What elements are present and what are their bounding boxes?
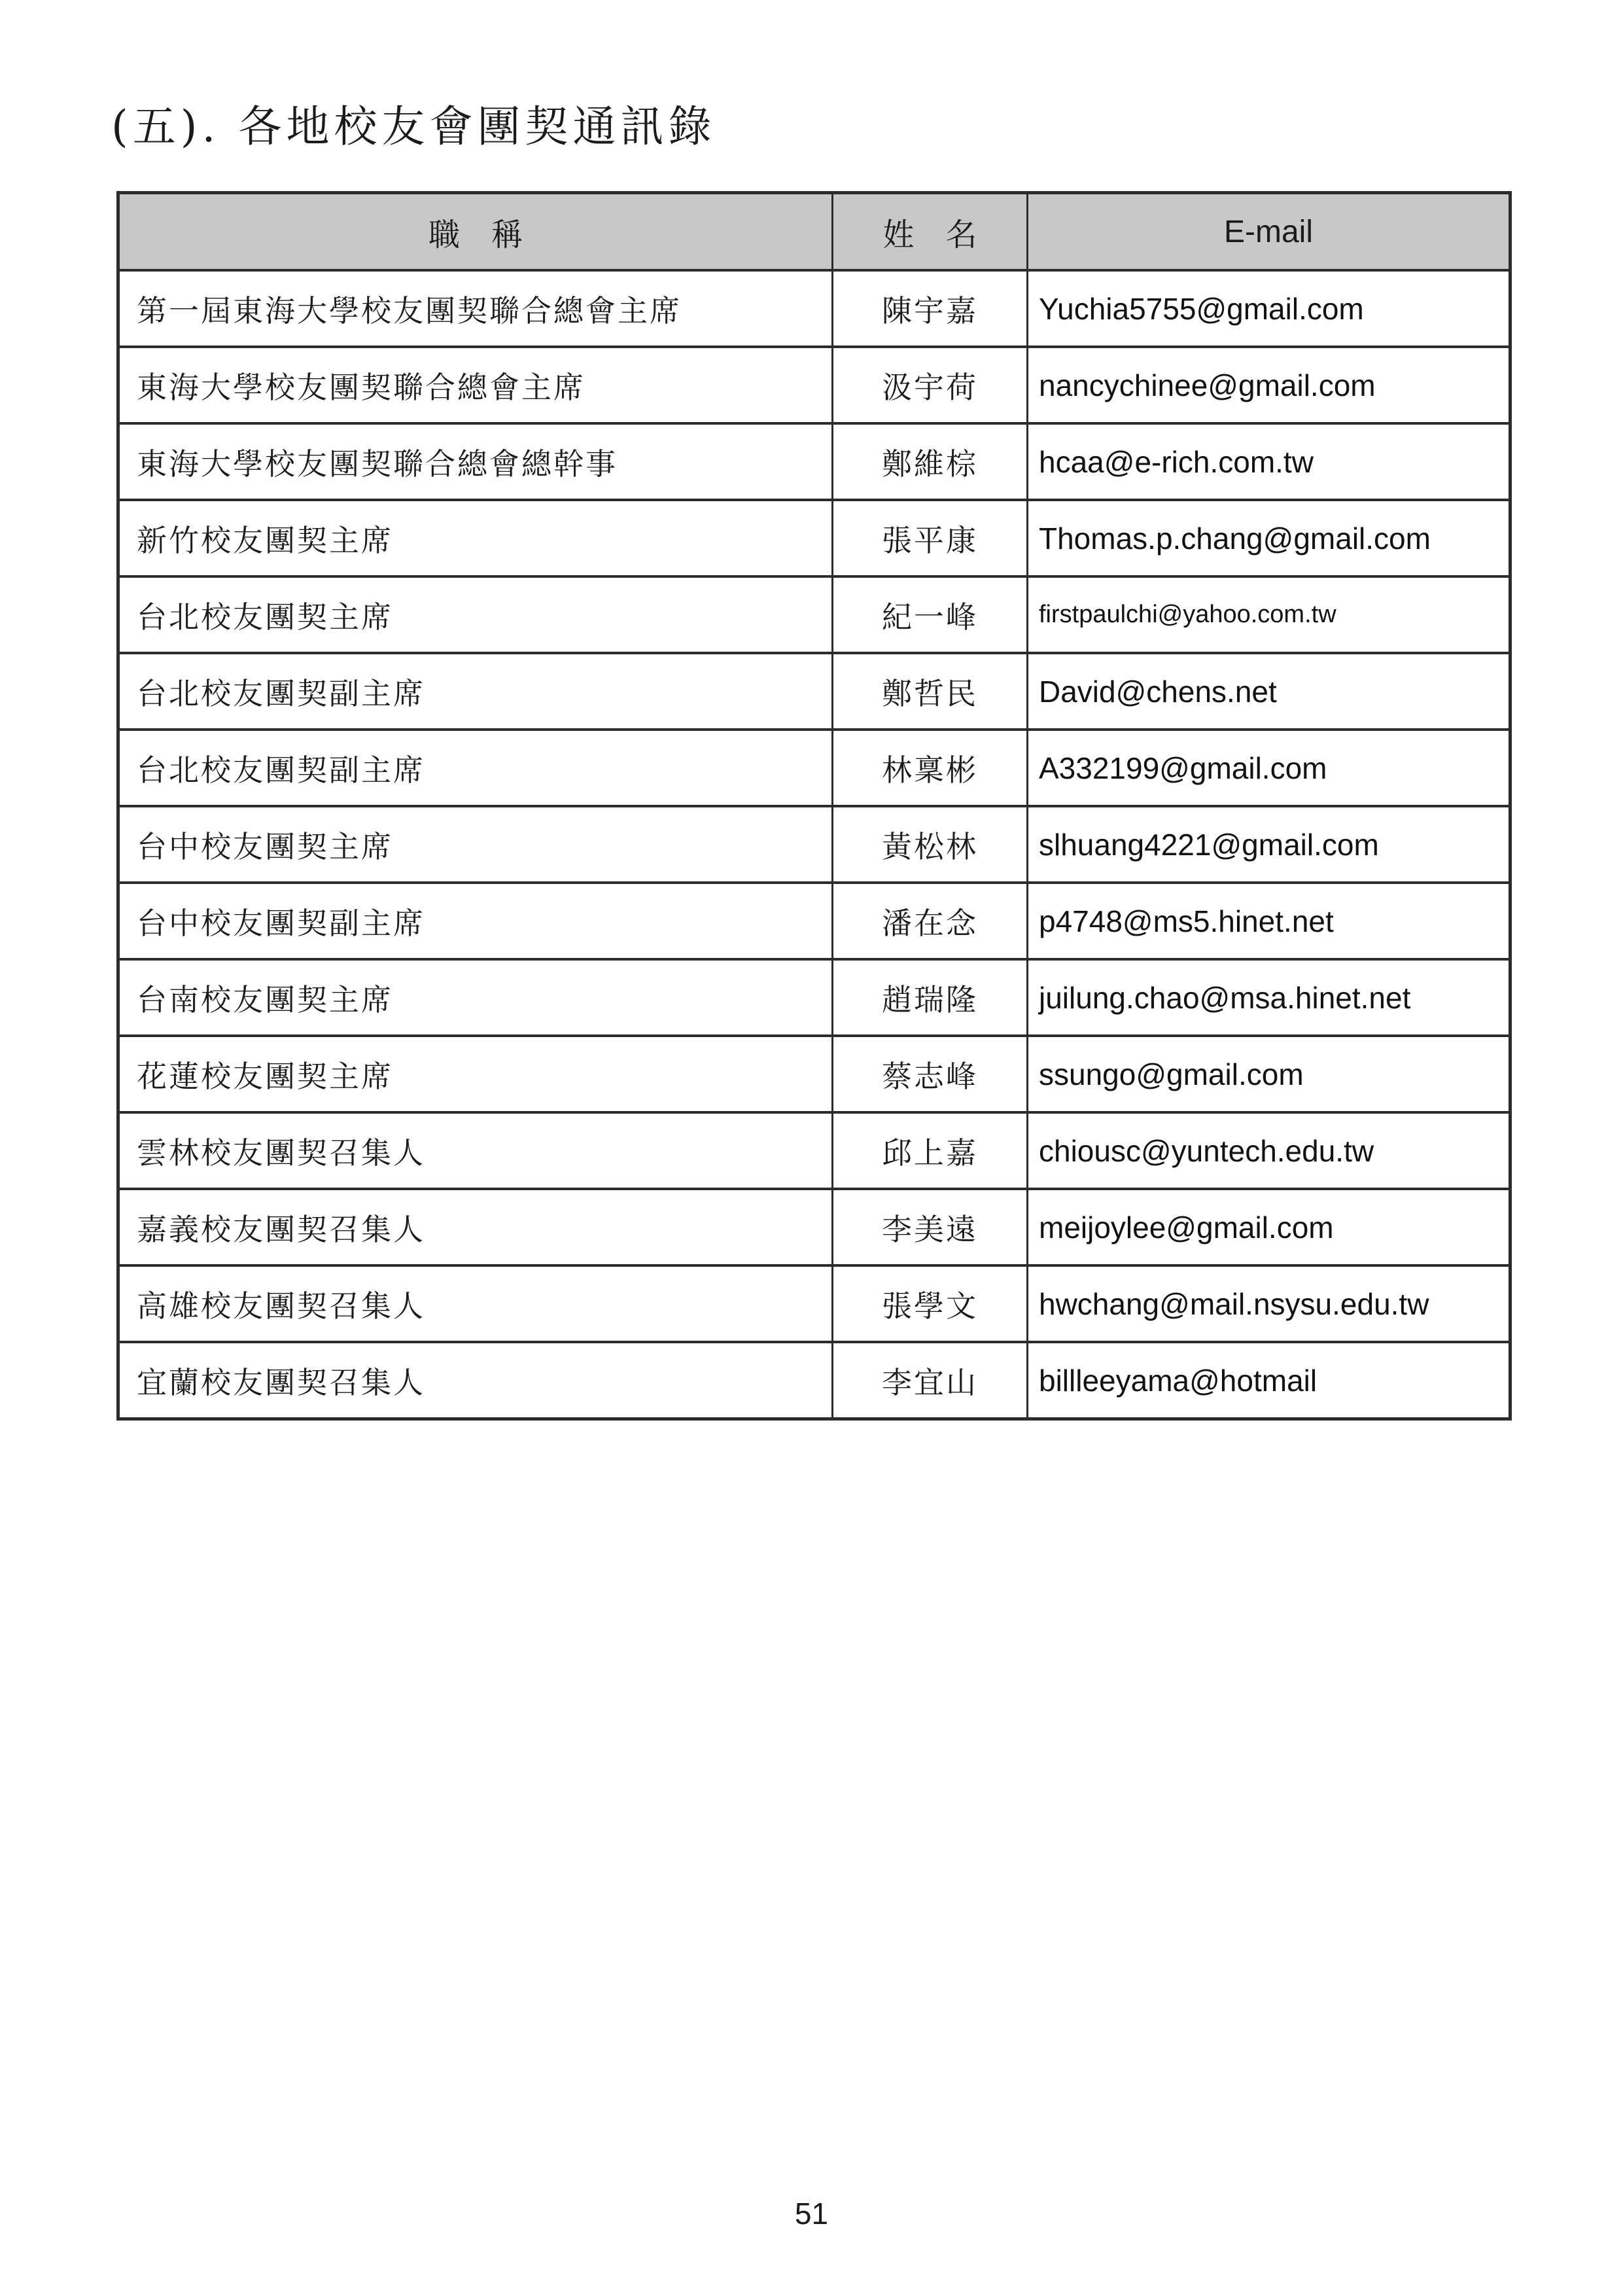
email-cell: Thomas.p.chang@gmail.com [1028, 500, 1510, 576]
position-cell: 新竹校友團契主席 [118, 500, 833, 576]
name-cell: 紀一峰 [833, 576, 1028, 653]
name-cell: 蔡志峰 [833, 1036, 1028, 1112]
position-cell: 雲林校友團契召集人 [118, 1112, 833, 1189]
name-cell: 張平康 [833, 500, 1028, 576]
table-row [118, 730, 1510, 806]
table-row [118, 1036, 1510, 1112]
header-email: E-mail [1028, 193, 1510, 271]
name-cell: 林稟彬 [833, 730, 1028, 806]
email-cell: firstpaulchi@yahoo.com.tw [1028, 576, 1510, 653]
table-row [118, 1112, 1510, 1189]
header-position: 職 稱 [118, 193, 833, 271]
page-number: 51 [794, 2197, 829, 2231]
table-row [118, 576, 1510, 653]
name-cell: 趙瑞隆 [833, 959, 1028, 1036]
position-cell: 東海大學校友團契聯合總會主席 [118, 347, 833, 423]
table-row [118, 270, 1510, 347]
position-cell: 東海大學校友團契聯合總會總幹事 [118, 423, 833, 500]
name-cell: 鄭維棕 [833, 423, 1028, 500]
position-cell: 台北校友團契副主席 [118, 653, 833, 730]
table-row [118, 806, 1510, 883]
email-cell: Yuchia5755@gmail.com [1028, 270, 1510, 347]
name-cell: 邱上嘉 [833, 1112, 1028, 1189]
email-cell: billleeyama@hotmail [1028, 1342, 1510, 1419]
table-row [118, 423, 1510, 500]
name-cell: 黃松林 [833, 806, 1028, 883]
table-row [118, 347, 1510, 423]
name-cell: 陳宇嘉 [833, 270, 1028, 347]
position-cell: 嘉義校友團契召集人 [118, 1189, 833, 1265]
table-row [118, 883, 1510, 959]
email-cell: juilung.chao@msa.hinet.net [1028, 959, 1510, 1036]
email-cell: nancychinee@gmail.com [1028, 347, 1510, 423]
header-row [118, 193, 1510, 271]
contacts-table [116, 191, 1512, 1421]
email-cell: p4748@ms5.hinet.net [1028, 883, 1510, 959]
position-cell: 台北校友團契副主席 [118, 730, 833, 806]
table-row [118, 1189, 1510, 1265]
position-cell: 台北校友團契主席 [118, 576, 833, 653]
table-row [118, 1342, 1510, 1419]
position-cell: 花蓮校友團契主席 [118, 1036, 833, 1112]
name-cell: 鄭哲民 [833, 653, 1028, 730]
name-cell: 潘在念 [833, 883, 1028, 959]
email-cell: hcaa@e-rich.com.tw [1028, 423, 1510, 500]
name-cell: 張學文 [833, 1265, 1028, 1342]
header-name: 姓 名 [833, 193, 1028, 271]
email-cell: A332199@gmail.com [1028, 730, 1510, 806]
table-row [118, 653, 1510, 730]
position-cell: 台中校友團契副主席 [118, 883, 833, 959]
table-row [118, 500, 1510, 576]
email-cell: hwchang@mail.nsysu.edu.tw [1028, 1265, 1510, 1342]
table-row [118, 1265, 1510, 1342]
table-row [118, 959, 1510, 1036]
email-cell: chiousc@yuntech.edu.tw [1028, 1112, 1510, 1189]
name-cell: 汲宇荷 [833, 347, 1028, 423]
name-cell: 李宜山 [833, 1342, 1028, 1419]
name-cell: 李美遠 [833, 1189, 1028, 1265]
position-cell: 第一屆東海大學校友團契聯合總會主席 [118, 270, 833, 347]
page-title: (五). 各地校友會團契通訊錄 [111, 101, 716, 152]
position-cell: 高雄校友團契召集人 [118, 1265, 833, 1342]
email-cell: David@chens.net [1028, 653, 1510, 730]
position-cell: 台南校友團契主席 [118, 959, 833, 1036]
position-cell: 台中校友團契主席 [118, 806, 833, 883]
position-cell: 宜蘭校友團契召集人 [118, 1342, 833, 1419]
email-cell: slhuang4221@gmail.com [1028, 806, 1510, 883]
email-cell: ssungo@gmail.com [1028, 1036, 1510, 1112]
email-cell: meijoylee@gmail.com [1028, 1189, 1510, 1265]
